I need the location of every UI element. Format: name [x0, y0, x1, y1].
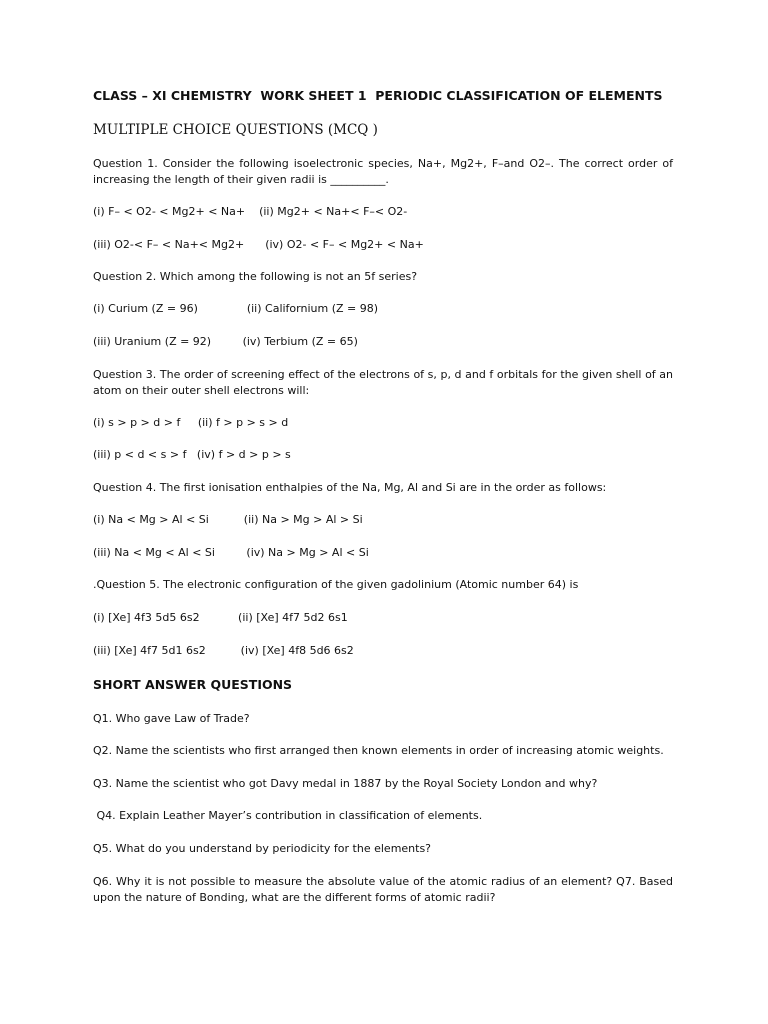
- question-2-options-b: (iii) Uranium (Z = 92) (iv) Terbium (Z = 65): [93, 335, 358, 348]
- short-question-6-7: Q6. Why it is not possible to measure the absolute value of the atomic radius of an element? Q7. Based upon the nature of Bonding, what are the different forms of atomic radii?: [93, 875, 673, 904]
- question-5-options-b: (iii) [Xe] 4f7 5d1 6s2 (iv) [Xe] 4f8 5d6 6s2: [93, 644, 354, 657]
- question-4-text: Question 4. The first ionisation enthalpies of the Na, Mg, Al and Si are in the order as follows:: [93, 481, 607, 494]
- short-question-1: Q1. Who gave Law of Trade?: [93, 712, 250, 725]
- question-3-text: Question 3. The order of screening effect of the electrons of s, p, d and f orbitals for the given shell of an atom on their outer shell electrons will:: [93, 368, 673, 397]
- question-5-text: .Question 5. The electronic configuration of the given gadolinium (Atomic number 64) is: [93, 578, 579, 591]
- worksheet-title: CLASS – XI CHEMISTRY WORK SHEET 1 PERIODIC CLASSIFICATION OF ELEMENTS: [93, 88, 663, 103]
- question-1-text: Question 1. Consider the following isoelectronic species, Na+, Mg2+, F–and O2–. The correct order of increasing the length of their given radii is __________.: [93, 157, 673, 186]
- question-4-options-b: (iii) Na < Mg < Al < Si (iv) Na > Mg > Al < Si: [93, 546, 369, 559]
- short-question-3: Q3. Name the scientist who got Davy medal in 1887 by the Royal Society London and why?: [93, 777, 598, 790]
- short-answer-heading: SHORT ANSWER QUESTIONS: [93, 677, 293, 692]
- question-4-options-a: (i) Na < Mg > Al < Si (ii) Na > Mg > Al > Si: [93, 513, 363, 526]
- mcq-heading: MULTIPLE CHOICE QUESTIONS (MCQ ): [93, 122, 378, 138]
- question-2-text: Question 2. Which among the following is not an 5f series?: [93, 270, 418, 283]
- short-question-4: Q4. Explain Leather Mayer’s contribution in classification of elements.: [93, 809, 483, 822]
- question-3-options-a: (i) s > p > d > f (ii) f > p > s > d: [93, 416, 289, 429]
- question-3-options-b: (iii) p < d < s > f (iv) f > d > p > s: [93, 448, 291, 461]
- short-question-5: Q5. What do you understand by periodicity for the elements?: [93, 842, 432, 855]
- question-1-options-a: (i) F– < O2- < Mg2+ < Na+ (ii) Mg2+ < Na+< F–< O2-: [93, 205, 408, 218]
- short-question-2: Q2. Name the scientists who first arranged then known elements in order of increasing atomic weights.: [93, 744, 664, 757]
- question-5-options-a: (i) [Xe] 4f3 5d5 6s2 (ii) [Xe] 4f7 5d2 6s1: [93, 611, 348, 624]
- question-1-options-b: (iii) O2-< F– < Na+< Mg2+ (iv) O2- < F– < Mg2+ < Na+: [93, 238, 424, 251]
- question-2-options-a: (i) Curium (Z = 96) (ii) Californium (Z = 98): [93, 302, 379, 315]
